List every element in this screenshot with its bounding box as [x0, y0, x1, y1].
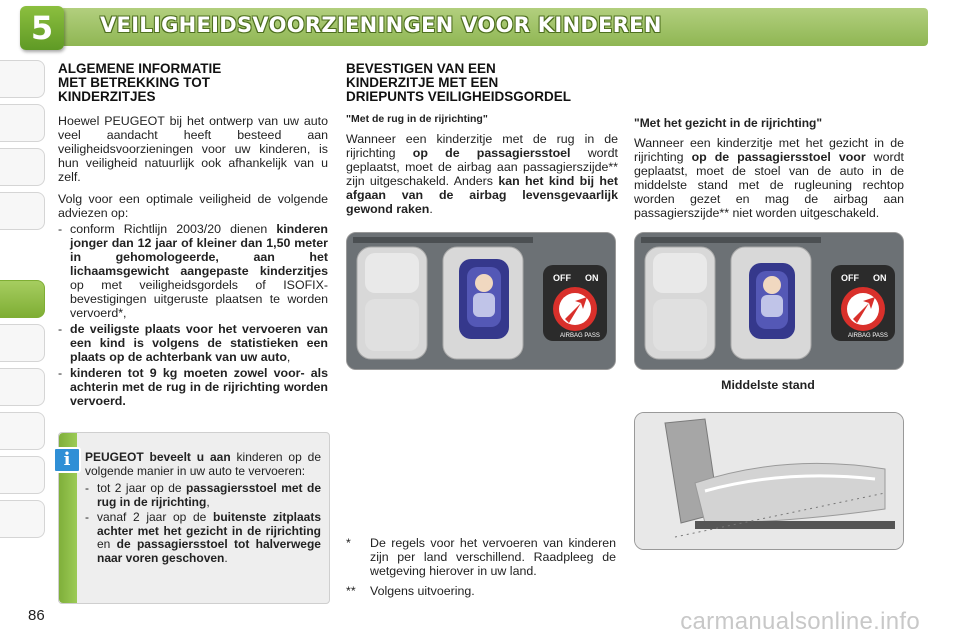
chapter-tabs: [0, 60, 50, 580]
info-list: [85, 482, 321, 565]
rear-facing-subheading: "Met de rug in de rijrichting": [346, 113, 488, 125]
airbag-on-label: ON: [585, 273, 599, 283]
info-box-text: [85, 451, 321, 567]
left-column: [58, 62, 328, 410]
left-heading-line: MET BETREKKING TOT: [58, 75, 211, 90]
chapter-tab-2[interactable]: [0, 104, 45, 142]
left-heading-line: KINDERZITJES: [58, 89, 156, 104]
forward-facing-paragraph: Wanneer een kinderzitje met het gezicht in de rijrichting op de passagiersstoel voor wordt geplaatst, moet de stoel van de auto in de middelste stand met de rugleuning rechtop worden gezet en mag de airbag aan passagierszijde** niet worden uitgeschakeld.: [634, 136, 904, 220]
middle-heading-line: KINDERZITJE MET EEN: [346, 75, 499, 90]
airbag-pass-label: AIRBAG PASS: [848, 333, 888, 339]
middle-heading: [346, 62, 618, 104]
left-heading: [58, 62, 328, 104]
watermark: carmanualsonline.info: [680, 608, 920, 635]
middle-heading-line: DRIEPUNTS VEILIGHEIDSGORDEL: [346, 89, 572, 104]
page-header: [0, 0, 960, 52]
advice-item: - conform Richtlijn 2003/20 dienen kinderen jonger dan 12 jaar of kleiner dan 1,50 meter in gehomologeerde, aan het lichaamsgewicht aangepaste kinderzitjes op met veiligheidsgordels of ISOFIX-bevestigingen uitgeruste plaatsen te worden vervoerd*,: [58, 222, 328, 320]
chapter-tab-9[interactable]: [0, 456, 45, 494]
info-item: - vanaf 2 jaar op de buitenste zitplaats achter met het gezicht in de rijrichting en de passagiersstoel tot halverwege naar voren geschoven.: [85, 511, 321, 565]
chapter-tab-7[interactable]: [0, 368, 45, 406]
chapter-tab-5-active[interactable]: [0, 280, 45, 318]
advice-item: - de veiligste plaats voor het vervoeren van een kind is volgens de statistieken een plaats op de achterbank van uw auto,: [58, 322, 328, 364]
info-intro: PEUGEOT beveelt u aan kinderen op de volgende manier in uw auto te vervoeren:: [85, 450, 321, 478]
info-icon: i: [53, 447, 81, 473]
rear-facing-seat-drawing: [347, 233, 615, 369]
airbag-off-label: OFF: [553, 273, 571, 283]
page-number: 86: [28, 607, 45, 624]
airbag-off-label: OFF: [841, 273, 859, 283]
seat-middle-position-illustration: [634, 412, 904, 550]
intro-paragraph: Hoewel PEUGEOT bij het ontwerp van uw auto veel aandacht heeft besteed aan veiligheidsvoorzieningen voor uw kinderen, is hun veiligheid natuurlijk ook afhankelijk van u zelf.: [58, 114, 328, 184]
footnotes: [346, 536, 616, 604]
figure-caption: Middelste stand: [721, 378, 815, 392]
chapter-tab-1[interactable]: [0, 60, 45, 98]
footnote-2: ** Volgens uitvoering.: [346, 584, 475, 598]
airbag-pass-label: AIRBAG PASS: [560, 333, 600, 339]
advice-item: - kinderen tot 9 kg moeten zowel voor- als achterin met de rug in de rijrichting worden vervoerd.: [58, 366, 328, 408]
airbag-on-label: ON: [873, 273, 887, 283]
advice-list: [58, 222, 328, 408]
middle-column: [346, 62, 618, 224]
advice-intro: Volg voor een optimale veiligheid de volgende adviezen op:: [58, 192, 328, 220]
right-column: [634, 116, 904, 228]
chapter-tab-8[interactable]: [0, 412, 45, 450]
chapter-tab-10[interactable]: [0, 500, 45, 538]
chapter-tab-3[interactable]: [0, 148, 45, 186]
info-box: [58, 432, 330, 604]
seat-side-drawing: [635, 413, 903, 549]
middle-heading-line: BEVESTIGEN VAN EEN: [346, 61, 496, 76]
info-item: - tot 2 jaar op de passagiersstoel met de rug in de rijrichting,: [85, 482, 321, 509]
chapter-title: VEILIGHEIDSVOORZIENINGEN VOOR KINDEREN: [100, 13, 662, 37]
footnote-1: * De regels voor het vervoeren van kinderen zijn per land verschillend. Raadpleeg de wetgeving hierover in uw land.: [346, 536, 616, 578]
rear-facing-paragraph: Wanneer een kinderzitje met de rug in de rijrichting op de passagiersstoel wordt geplaatst, moet de airbag aan passagierszijde** zijn uitgeschakeld. Anders kan het kind bij het afgaan van de airbag levensgevaarlijk gewond raken.: [346, 132, 618, 216]
chapter-tab-4[interactable]: [0, 192, 45, 230]
forward-facing-seat-drawing: [635, 233, 903, 369]
forward-facing-subheading: "Met het gezicht in de rijrichting": [634, 116, 823, 130]
rear-facing-seat-illustration: [346, 232, 616, 370]
left-heading-line: ALGEMENE INFORMATIE: [58, 61, 222, 76]
chapter-tab-6[interactable]: [0, 324, 45, 362]
forward-facing-seat-illustration: [634, 232, 904, 370]
chapter-number-badge: 5: [20, 6, 64, 50]
